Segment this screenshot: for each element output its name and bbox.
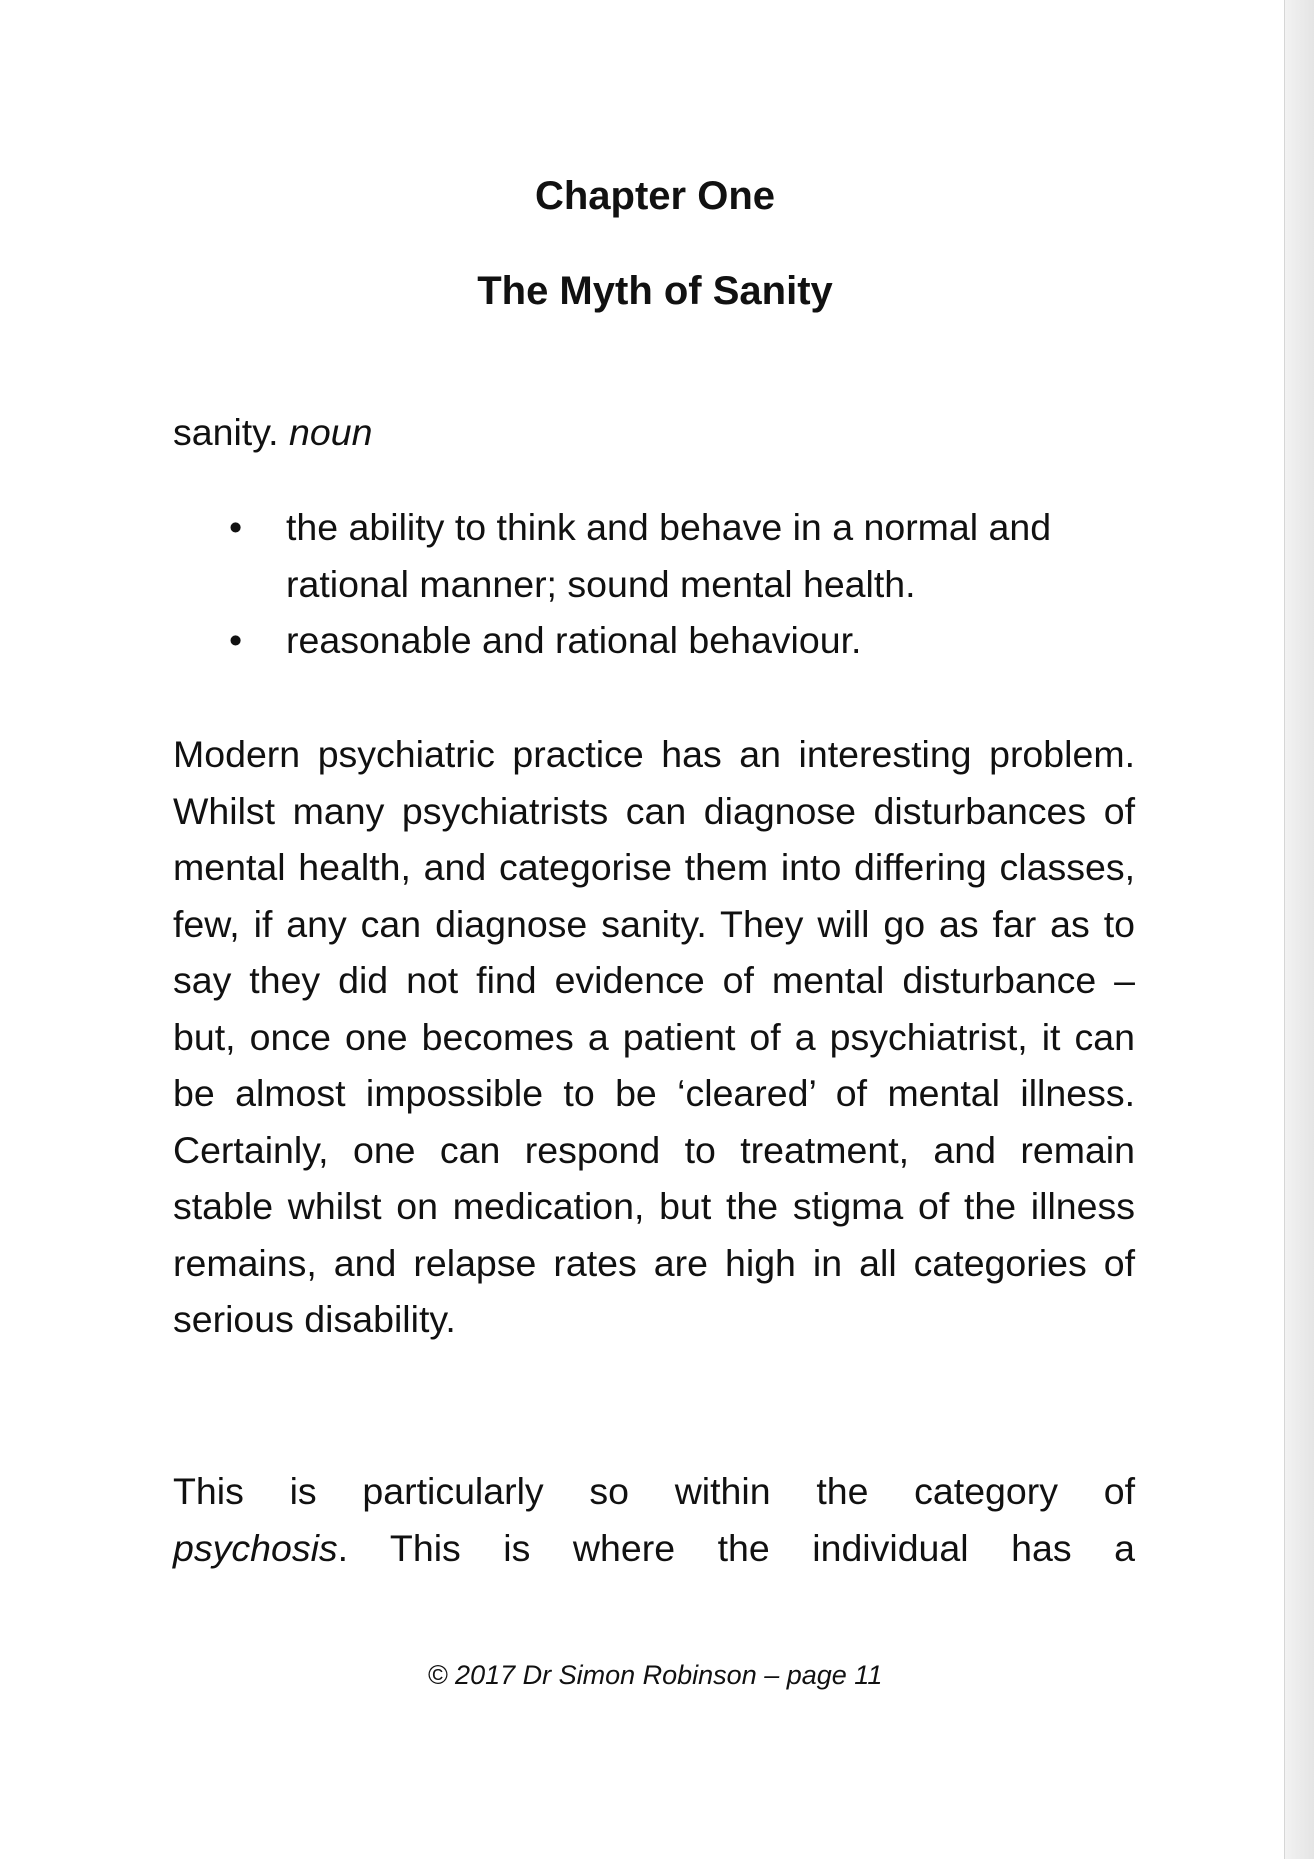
page-footer: © 2017 Dr Simon Robinson – page 11 <box>427 1660 883 1690</box>
definition-item <box>173 612 1135 669</box>
definition-text: the ability to think and behave in a normal and rational manner; sound mental health. <box>286 506 1052 605</box>
paragraph-line: This is particularly so within the category of <box>173 1470 1135 1512</box>
definition-text: reasonable and rational behaviour. <box>286 619 862 661</box>
definition-item <box>173 499 1135 612</box>
definition-heading <box>173 404 1135 461</box>
paragraph-text: . This is where the individual has a <box>337 1526 1135 1569</box>
body-paragraph-continued <box>173 1463 1135 1576</box>
definition-list <box>173 499 1135 669</box>
definition-part-of-speech: noun <box>289 411 373 453</box>
chapter-title: The Myth of Sanity <box>477 269 833 313</box>
definition-term: sanity. <box>173 411 279 453</box>
bullet-icon: • <box>229 619 243 661</box>
body-paragraph: Modern psychiatric practice has an interesting problem. Whilst many psychiatrists can diagnose disturbances of mental health, and categorise them into differing classes, few, if any can diagnose sanity. They will go as far as to say they did not find evidence of mental disturbance – but, once one becomes a patient of a psychiatrist, it can be almost impossible to be ‘cleared’ of mental illness. Certainly, one can respond to treatment, and remain stable whilst on medication, but the stigma of the illness remains, and relapse rates are high in all categories of serious disability. <box>173 733 1135 1340</box>
chapter-number-title: Chapter One <box>534 174 776 218</box>
paragraph-line <box>173 1520 1135 1577</box>
bullet-icon: • <box>229 506 243 548</box>
emphasis-term: psychosis <box>173 1526 338 1569</box>
